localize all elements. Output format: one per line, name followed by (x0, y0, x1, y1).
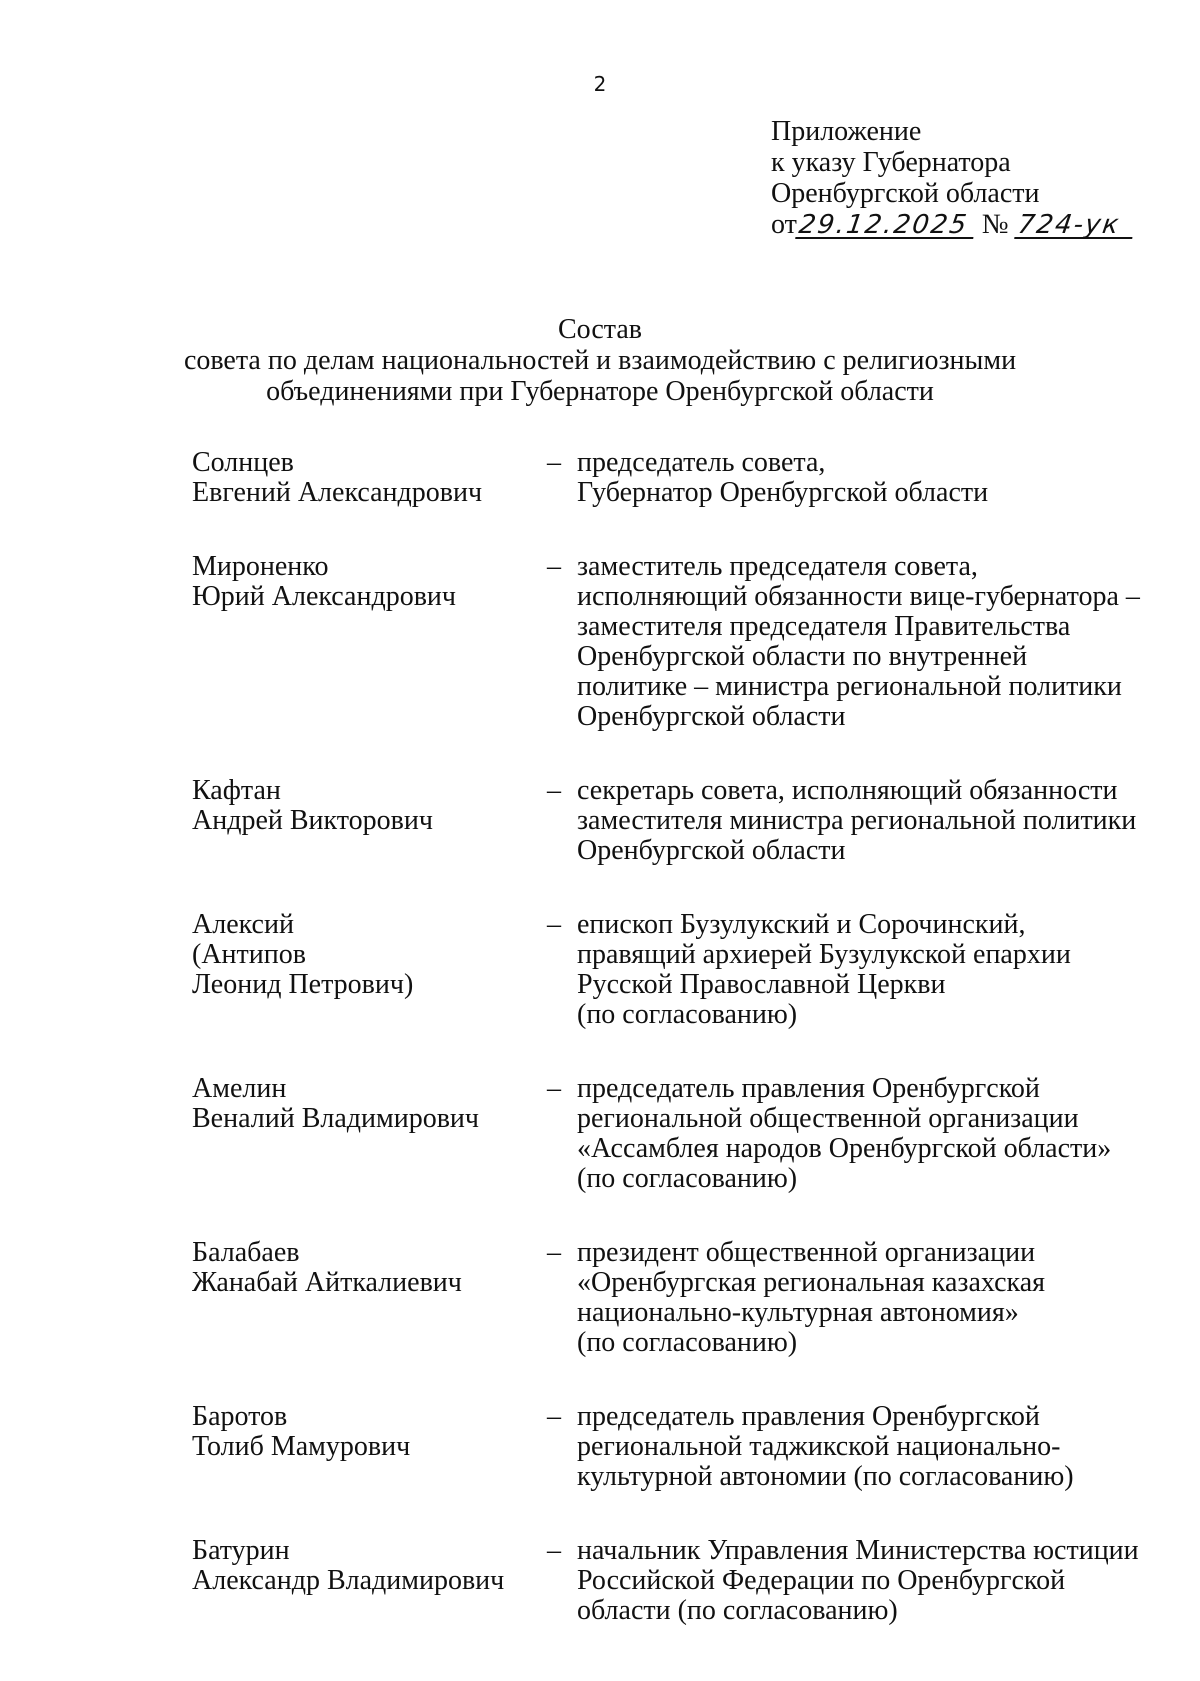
member-role-line: заместителя председателя Правительства (577, 611, 1071, 642)
appendix-line-2: к указу Губернатора (771, 147, 1011, 178)
member-role-line: Русской Православной Церкви (577, 969, 946, 1000)
member-name-line: Алексий (192, 909, 294, 940)
member-dash: – (547, 775, 561, 806)
member-role-line: начальник Управления Министерства юстиции (577, 1535, 1139, 1566)
member-role-line: (по согласованию) (577, 1163, 798, 1194)
member-role-line: председатель правления Оренбургской (577, 1073, 1040, 1104)
member-role-line: Оренбургской области (577, 701, 846, 732)
member-role-line: региональной таджикской национально- (577, 1431, 1061, 1462)
title-line-2: совета по делам национальностей и взаимодействию с религиозными (183, 345, 1017, 376)
member-name-line: Амелин (192, 1073, 287, 1104)
member-name (192, 1074, 547, 1194)
member-role (577, 910, 1162, 1030)
member-name-line: Юрий Александрович (192, 581, 456, 612)
member-dash: – (547, 909, 561, 940)
member-role-line: региональной общественной организации (577, 1103, 1079, 1134)
member-name-line: Мироненко (192, 551, 329, 582)
member-role (577, 1402, 1162, 1492)
member-name (192, 1402, 547, 1492)
member-role-line: Российской Федерации по Оренбургской (577, 1565, 1066, 1596)
member-role-line: национально-культурная автономия» (577, 1297, 1019, 1328)
member-role-line: «Ассамблея народов Оренбургской области» (577, 1133, 1112, 1164)
member-row (192, 1074, 1162, 1194)
member-role (577, 552, 1162, 732)
title-line-1: Состав (557, 314, 643, 345)
appendix-line-1: Приложение (771, 116, 922, 147)
page-number: 2 (593, 72, 607, 96)
member-name-line: Батурин (192, 1535, 290, 1566)
member-row (192, 910, 1162, 1030)
appendix-line-3: Оренбургской области (771, 178, 1040, 209)
member-role-line: области (по согласованию) (577, 1595, 898, 1626)
member-name-line: Солнцев (192, 447, 294, 478)
member-name-line: Баротов (192, 1401, 288, 1432)
member-role-line: секретарь совета, исполняющий обязанности (577, 775, 1118, 806)
member-row (192, 1402, 1162, 1492)
member-role (577, 1074, 1162, 1194)
member-role-line: «Оренбургская региональная казахская (577, 1267, 1046, 1298)
member-row (192, 448, 1162, 508)
member-name-line: Веналий Владимирович (192, 1103, 479, 1134)
member-name (192, 1536, 547, 1626)
member-name (192, 1238, 547, 1358)
member-row (192, 1238, 1162, 1358)
member-role-line: председатель правления Оренбургской (577, 1401, 1040, 1432)
member-name-line: Балабаев (192, 1237, 300, 1268)
member-dash: – (547, 1073, 561, 1104)
member-row (192, 776, 1162, 866)
member-role-line: председатель совета, (577, 447, 826, 478)
member-name (192, 776, 547, 866)
member-role (577, 448, 1162, 508)
member-dash: – (547, 551, 561, 582)
member-name-line: Толиб Мамурович (192, 1431, 411, 1462)
number-label: № (981, 209, 1009, 240)
member-name (192, 910, 547, 1030)
member-role (577, 1536, 1162, 1626)
member-role-line: правящий архиерей Бузулукской епархии (577, 939, 1071, 970)
member-role-line: Губернатор Оренбургской области (577, 477, 989, 508)
member-role-line: заместителя министра региональной политики (577, 805, 1137, 836)
member-role-line: епископ Бузулукский и Сорочинский, (577, 909, 1026, 940)
member-name-line: Александр Владимирович (192, 1565, 505, 1596)
member-name-line: Кафтан (192, 775, 281, 806)
member-name-line: Евгений Александрович (192, 477, 483, 508)
member-name-line: Жанабай Айткалиевич (192, 1267, 462, 1298)
member-row (192, 552, 1162, 732)
member-dash: – (547, 1237, 561, 1268)
appendix-line-4 (771, 209, 1134, 240)
decree-date: 29.12.2025 (795, 213, 977, 239)
member-role-line: заместитель председателя совета, (577, 551, 978, 582)
member-name (192, 552, 547, 732)
member-name-line: Андрей Викторович (192, 805, 433, 836)
appendix-header (771, 116, 1134, 240)
member-role-line: (по согласованию) (577, 1327, 798, 1358)
member-role-line: президент общественной организации (577, 1237, 1036, 1268)
member-role-line: (по согласованию) (577, 999, 798, 1030)
member-name-line: Леонид Петрович) (192, 969, 414, 1000)
member-row (192, 1536, 1162, 1626)
member-dash: – (547, 1401, 561, 1432)
member-role-line: политике – министра региональной политики (577, 671, 1122, 702)
member-role-line: культурной автономии (по согласованию) (577, 1461, 1074, 1492)
members-list (192, 448, 1162, 1670)
member-role-line: Оренбургской области по внутренней (577, 641, 1028, 672)
member-role-line: исполняющий обязанности вице-губернатора – (577, 581, 1140, 612)
document-title (0, 314, 1200, 407)
member-dash: – (547, 447, 561, 478)
member-role (577, 1238, 1162, 1358)
member-role (577, 776, 1162, 866)
decree-number: 724-ук (1014, 213, 1136, 239)
member-name-line: (Антипов (192, 939, 306, 970)
from-label: от (771, 209, 797, 240)
member-name (192, 448, 547, 508)
title-line-3: объединениями при Губернаторе Оренбургской области (266, 376, 934, 407)
member-role-line: Оренбургской области (577, 835, 846, 866)
member-dash: – (547, 1535, 561, 1566)
